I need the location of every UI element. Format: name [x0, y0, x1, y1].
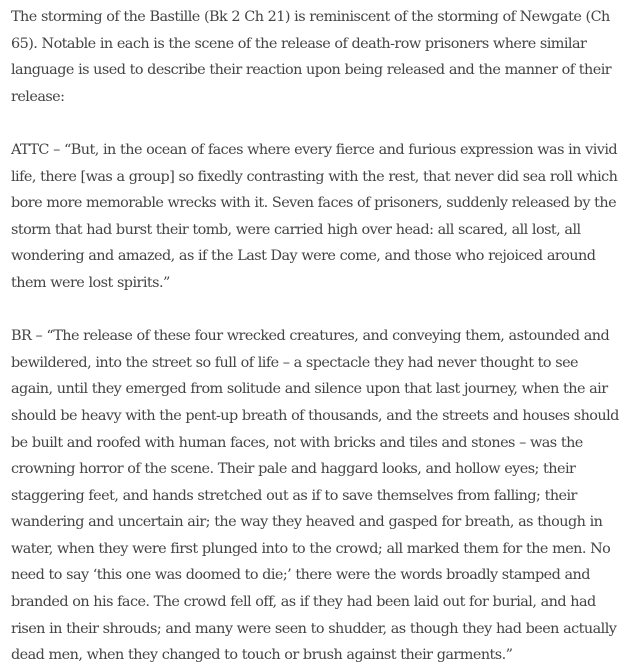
text-line: staggering feet, and hands stretched out as if to save themselves from falling; their [11, 487, 577, 504]
text-line: again, until they emerged from solitude and silence upon that last journey, when the air [11, 381, 608, 398]
text-line: storm that had burst their tomb, were carried high over head: all scared, all lost, all [11, 221, 581, 238]
text-line: be built and roofed with human faces, not with bricks and tiles and stones – was the [11, 434, 583, 451]
text-line: life, there [was a group] so fixedly contrasting with the rest, that never did sea roll which [11, 168, 618, 185]
text-line: language is used to describe their reaction upon being released and the manner of their [11, 62, 612, 79]
text-line: release: [11, 88, 65, 105]
intro-paragraph [11, 4, 612, 110]
text-line: water, when they were first plunged into to the crowd; all marked them for the men. No [11, 540, 611, 557]
text-line: risen in their shrouds; and many were seen to shudder, as though they had been actually [11, 620, 617, 637]
text-line: BR – “The release of these four wrecked creatures, and conveying them, astounded and [11, 328, 610, 345]
attc-quote-paragraph [11, 137, 618, 297]
text-line: The storming of the Bastille (Bk 2 Ch 21) is reminiscent of the storming of Newgate (Ch [11, 9, 610, 25]
text-line: 65). Notable in each is the scene of the release of death-row prisoners where similar [11, 35, 587, 52]
br-quote-paragraph [11, 323, 619, 669]
text-line: branded on his face. The crowd fell off, as if they had been laid out for burial, and had [11, 594, 596, 611]
text-line: crowning horror of the scene. Their pale and haggard looks, and hollow eyes; their [11, 461, 576, 478]
text-line: ATTC – “But, in the ocean of faces where every fierce and furious expression was in vivid [11, 141, 618, 158]
text-line: bore more memorable wrecks with it. Seven faces of prisoners, suddenly released by the [11, 195, 617, 212]
text-line: need to say ‘this one was doomed to die;’ there were the words broadly stamped and [11, 567, 590, 584]
text-line: should be heavy with the pent-up breath of thousands, and the streets and houses should [11, 407, 619, 424]
text-line: bewildered, into the street so full of life – a spectacle they had never thought to see [11, 354, 579, 371]
text-line: dead men, when they changed to touch or brush against their garments.” [11, 647, 513, 664]
text-line: wondering and amazed, as if the Last Day were come, and those who rejoiced around [11, 248, 596, 265]
text-line: wandering and uncertain air; the way they heaved and gasped for breath, as though in [11, 514, 603, 531]
text-line: them were lost spirits.” [11, 274, 170, 291]
